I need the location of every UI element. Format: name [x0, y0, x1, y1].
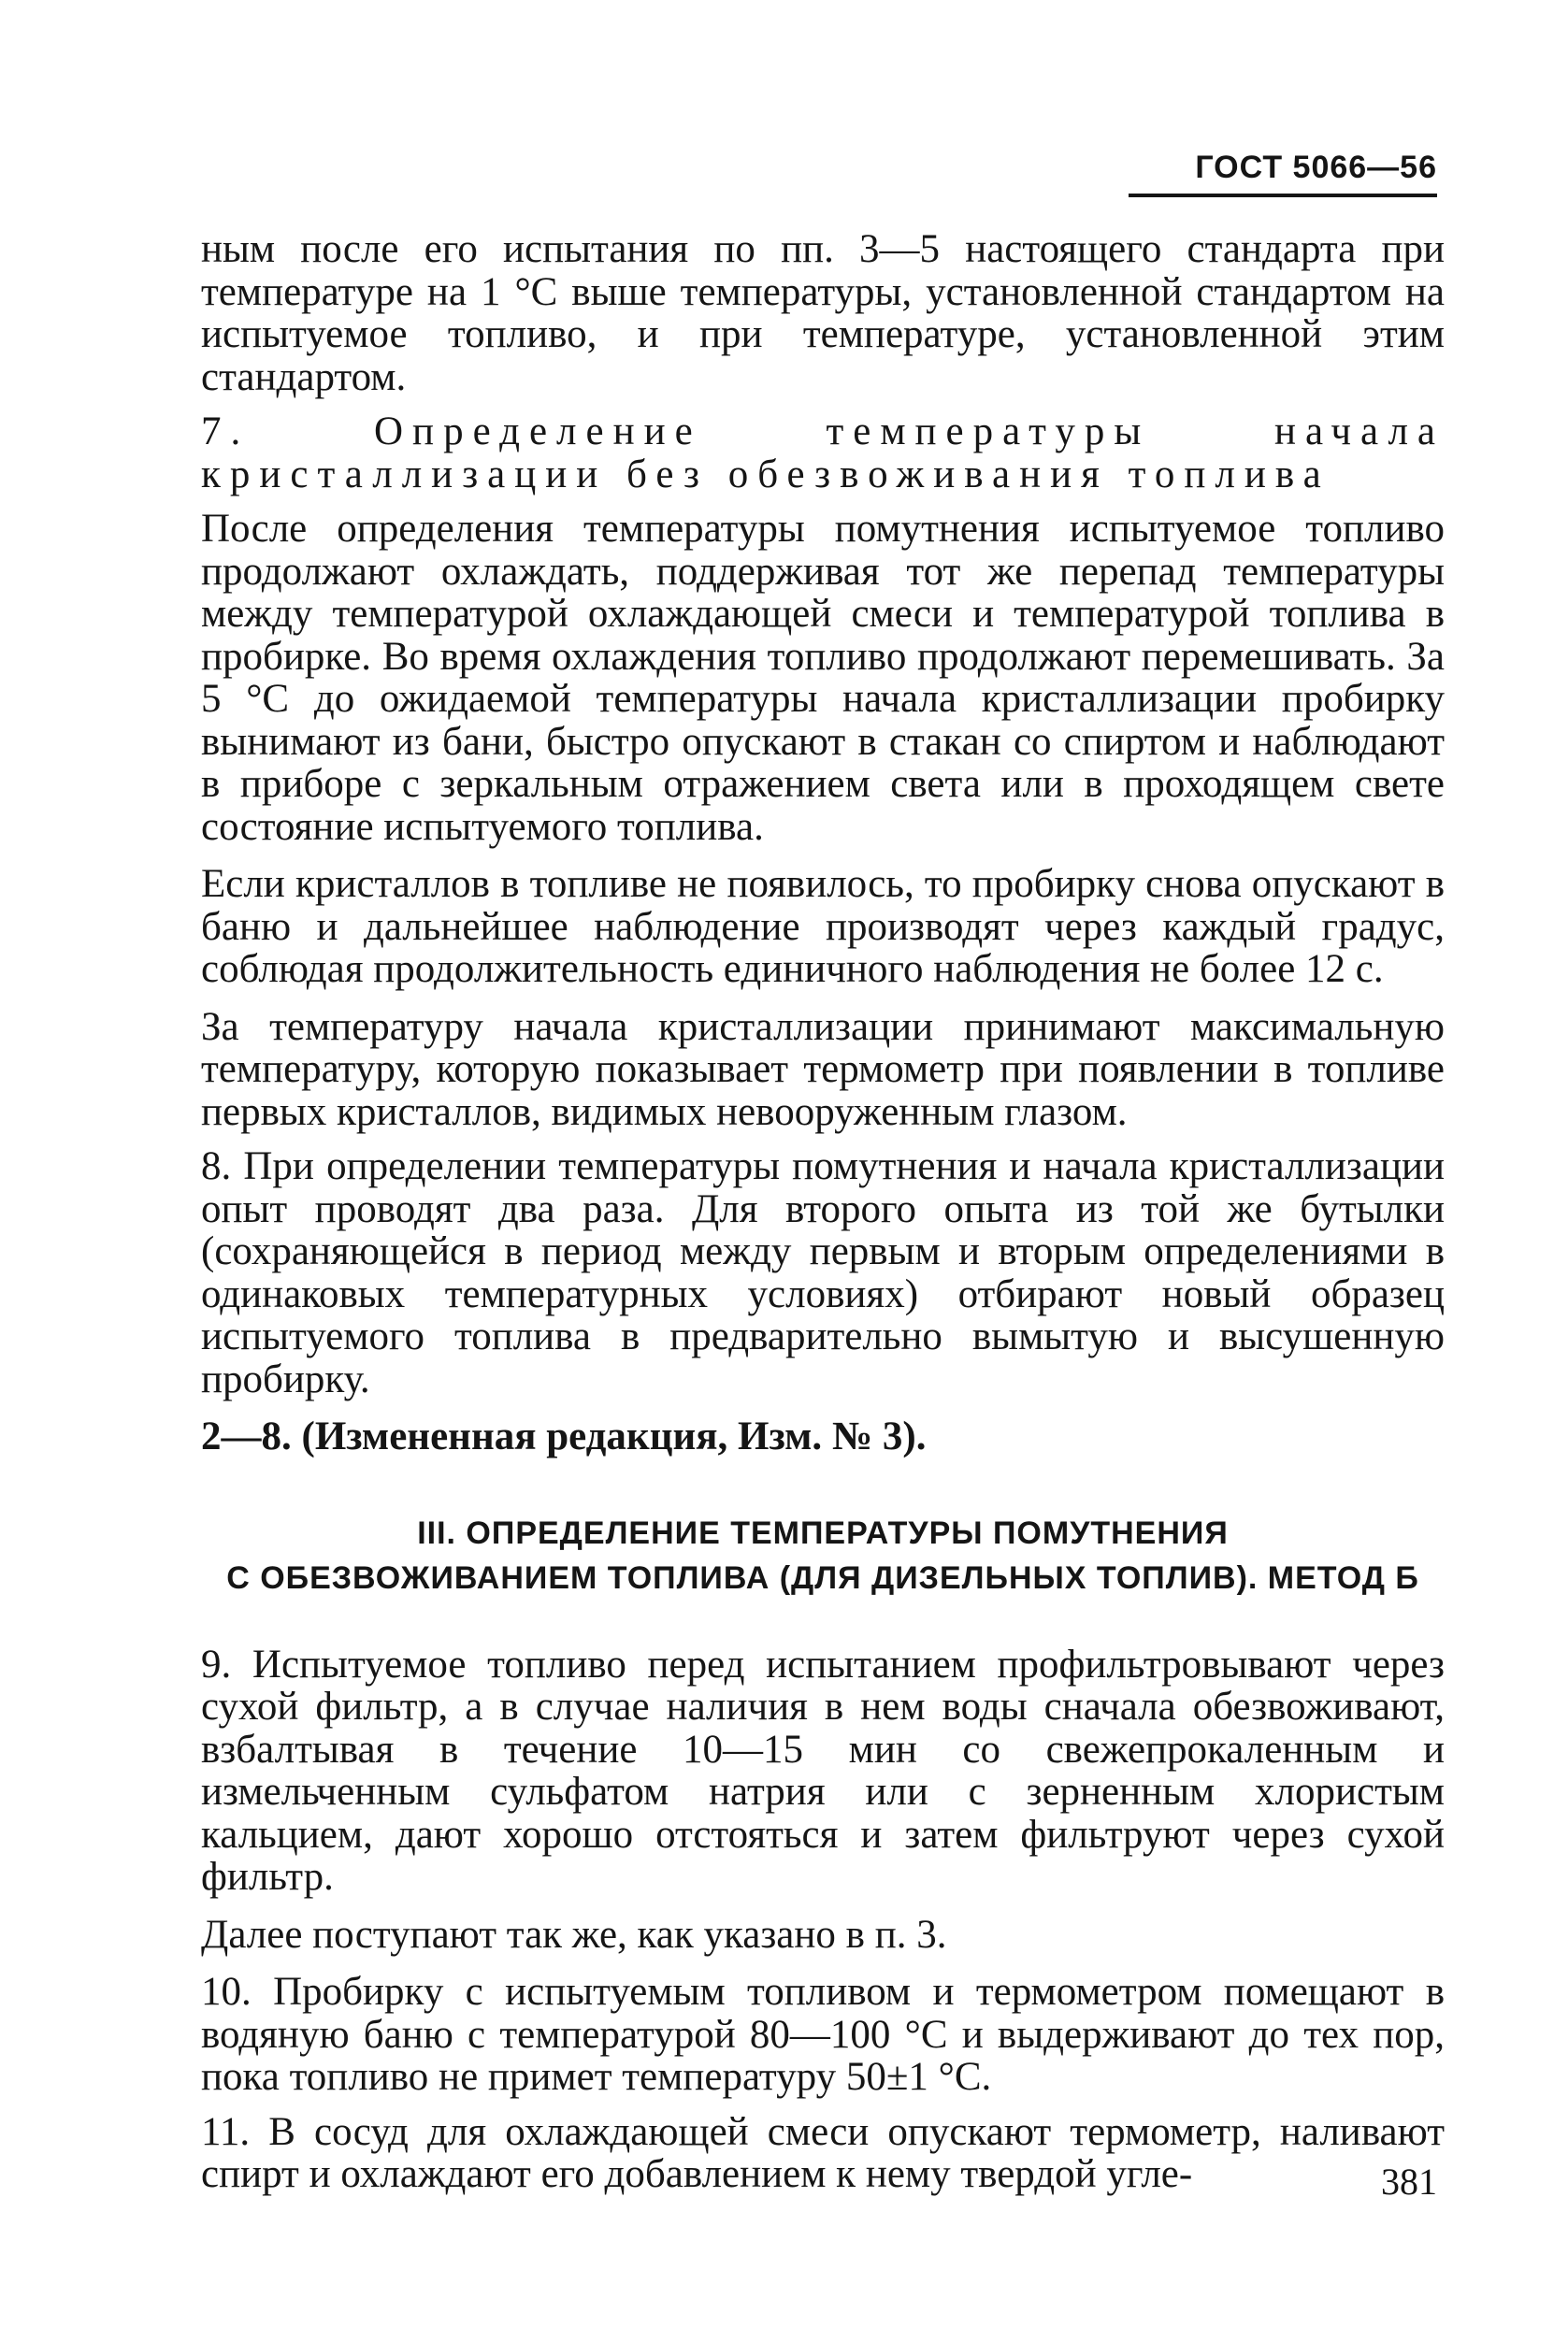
clause-7-heading: 7. Определение температуры начала кристаллизации без обезвоживания топлива [201, 409, 1445, 496]
clause-7-paragraph-3: За температуру начала кристаллизации принимают максимальную температуру, которую показывает термометр при появлении в топливе первых кристаллов, видимых невооруженным глазом. [201, 1004, 1445, 1134]
clause-7-paragraph-2: Если кристаллов в топливе не появилось, то пробирку снова опускают в баню и дальнейшее наблюдение производят через каждый градус, соблюдая продолжительность единичного наблюдения не более 12 с. [201, 862, 1445, 991]
amendment-note: 2—8. (Измененная редакция, Изм. № 3). [201, 1415, 927, 1458]
body-text [201, 228, 1445, 2196]
clause-9-note: Далее поступают так же, как указано в п. 3. [201, 1912, 947, 1957]
page-number: 381 [1381, 2161, 1437, 2203]
page-header [1129, 150, 1437, 197]
clause-8-paragraph: 8. При определении температуры помутнения и начала кристаллизации опыт проводят два раза. Для второго опыта из той же бутылки (сохраняющейся в период между первым и вторым определениями в одинаковых температурных условиях) отбирают новый образец испытуемого топлива в предварительно вымытую и высушенную пробирку. [201, 1144, 1445, 1401]
clause-11-paragraph: 11. В сосуд для охлаждающей смеси опускают термометр, наливают спирт и охлаждают его добавлением к нему твердой угле- [201, 2109, 1445, 2196]
clause-9-paragraph: 9. Испытуемое топливо перед испытанием профильтровывают через сухой фильтр, а в случае наличия в нем воды сначала обезвоживают, взбалтывая в течение 10—15 мин со свежепрокаленным и измельченным сульфатом натрия или с зерненным хлористым кальцием, дают хорошо отстояться и затем фильтруют через сухой фильтр. [201, 1642, 1445, 1899]
section-title [201, 1511, 1445, 1601]
clause-10-paragraph: 10. Пробирку с испытуемым топливом и термометром помещают в водяную баню с температурой 80—100 °С и выдерживают до тех пор, пока топливо не примет температуру 50±1 °С. [201, 1970, 1445, 2099]
section-title-line-2: С ОБЕЗВОЖИВАНИЕМ ТОПЛИВА (ДЛЯ ДИЗЕЛЬНЫХ ТОПЛИВ). МЕТОД Б [226, 1559, 1419, 1596]
paragraph-continuation: ным после его испытания по пп. 3—5 настоящего стандарта при температуре на 1 °С выше температуры, установленной стандартом на испытуемое топливо, и при температуре, установленной этим стандартом. [201, 227, 1445, 399]
section-title-line-1: III. ОПРЕДЕЛЕНИЕ ТЕМПЕРАТУРЫ ПОМУТНЕНИЯ [417, 1515, 1229, 1551]
standard-code: ГОСТ 5066—56 [1129, 150, 1437, 197]
clause-7-paragraph-1: После определения температуры помутнения испытуемое топливо продолжают охлаждать, поддерживая тот же перепад температуры между температурой охлаждающей смеси и температурой топлива в пробирке. Во время охлаждения топливо продолжают перемешивать. За 5 °С до ожидаемой температуры начала кристаллизации пробирку вынимают из бани, быстро опускают в стакан со спиртом и наблюдают в приборе с зеркальным отражением света или в проходящем свете состояние испытуемого топлива. [201, 507, 1445, 849]
